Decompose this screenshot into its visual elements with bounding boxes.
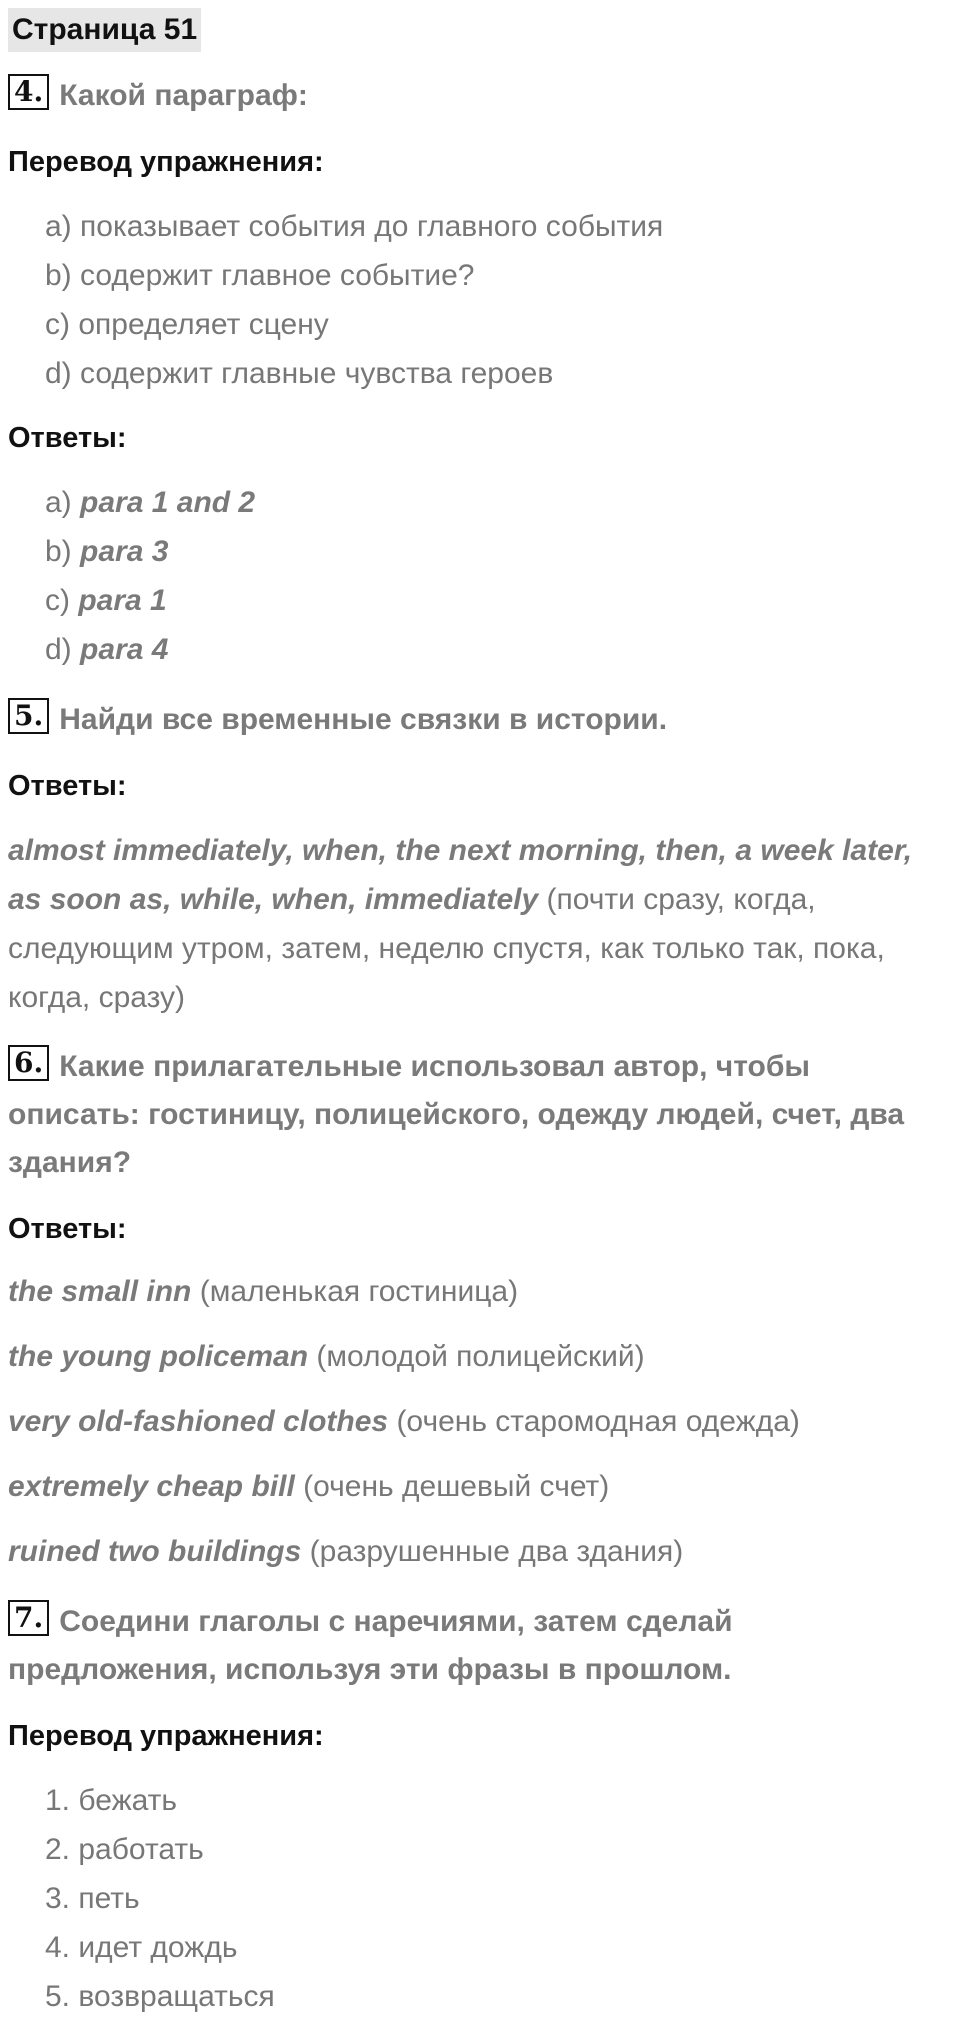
list-item: the small inn (маленькая гостиница): [8, 1275, 519, 1308]
list-item: 5. возвращаться: [45, 1980, 275, 2013]
list-item: the young policeman (молодой полицейский): [8, 1340, 645, 1373]
task-title: Какие прилагательные использовал автор, чтобы описать: гостиницу, полицейского, одежду людей, счет, два здания?: [8, 1050, 905, 1179]
answers-label: Ответы:: [8, 1213, 127, 1245]
task-7-translation-list: [8, 1776, 952, 2021]
list-item: a) para 1 and 2: [45, 486, 256, 519]
translation-label: Перевод упражнения:: [8, 1720, 324, 1752]
task-number-badge: 6.: [8, 1045, 49, 1081]
list-item: a) показывает события до главного события: [45, 210, 664, 243]
answers-label: Ответы:: [8, 422, 127, 454]
list-item: 3. петь: [45, 1882, 140, 1915]
list-item: extremely cheap bill (очень дешевый счет): [8, 1470, 610, 1503]
list-item: d) содержит главные чувства героев: [45, 357, 554, 390]
list-item: d) para 4: [45, 633, 169, 666]
task-4-heading: [8, 72, 952, 120]
task-number-badge: 5.: [8, 698, 49, 734]
task-title: Соедини глаголы с наречиями, затем сделай предложения, используя эти фразы в прошлом.: [8, 1605, 733, 1686]
task-4-translation-list: [8, 202, 952, 398]
task-title: Какой параграф:: [59, 79, 308, 112]
list-item: b) содержит главное событие?: [45, 259, 475, 292]
list-item: 4. идет дождь: [45, 1931, 238, 1964]
answer-english: almost immediately, when, the next morning, then, a week later, as soon as, while, when, immediately: [8, 834, 913, 916]
task-5-answer: [8, 826, 940, 1022]
task-6-heading: [8, 1043, 930, 1187]
answers-label: Ответы:: [8, 770, 127, 802]
list-item: b) para 3: [45, 535, 169, 568]
task-number-badge: 4.: [8, 74, 49, 110]
list-item: very old-fashioned clothes (очень старомодная одежда): [8, 1405, 800, 1438]
list-item: ruined two buildings (разрушенные два здания): [8, 1535, 684, 1568]
task-title: Найди все временные связки в истории.: [59, 703, 668, 736]
task-number-badge: 7.: [8, 1600, 49, 1636]
list-item: 1. бежать: [45, 1784, 178, 1817]
list-item: 2. работать: [45, 1833, 204, 1866]
task-5-heading: [8, 696, 952, 744]
page-title: Страница 51: [8, 8, 201, 52]
task-4-answers-list: [8, 478, 952, 674]
translation-label: Перевод упражнения:: [8, 146, 324, 178]
list-item: c) определяет сцену: [45, 308, 329, 341]
answer-russian: (почти сразу, когда, следующим утром, затем, неделю спустя, как только так, пока, когда, сразу): [8, 883, 885, 1014]
task-7-heading: [8, 1598, 840, 1694]
list-item: c) para 1: [45, 584, 167, 617]
